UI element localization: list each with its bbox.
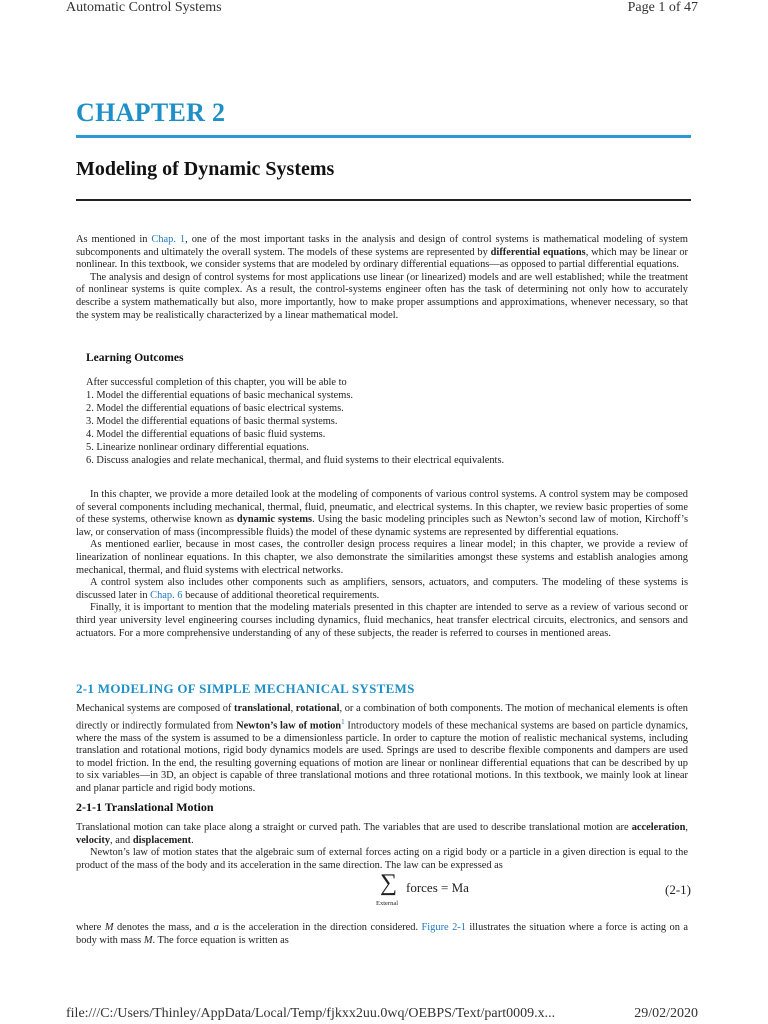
intro-section <box>76 234 688 322</box>
overview-paragraph-3 <box>76 577 688 602</box>
text-run: , <box>685 822 688 833</box>
page-indicator: Page 1 of 47 <box>627 0 698 15</box>
text-run: , which may be linear or nonlinear. In this textbook, we consider systems that are modeled by ordinary differential equations—as opposed to partial differential equations. <box>76 246 688 271</box>
overview-paragraph-2: As mentioned earlier, because in most cases, the controller design process requires a linear model; in this chapter, we provide a review of linearization of nonlinear equations. In this chapter, we also demonstrate the similarities amongst these systems and establish analogies among mechanical, thermal, and fluid systems with electrical networks. <box>76 539 688 576</box>
text-run: In this chapter, we provide a more detailed look at the modeling of components of various control systems. A control system may be composed of several components including mechanical, thermal, fluid, pneumatic, and electrical systems. In this chapter, we review basic properties of some of these systems, otherwise known as <box>76 489 688 526</box>
italic-symbol: M <box>104 922 114 933</box>
figure-2-1-link[interactable]: Figure 2-1 <box>421 922 466 933</box>
equation-body: forces = Ma <box>406 880 469 895</box>
learning-outcomes-list <box>86 389 686 467</box>
overview-paragraph-1 <box>76 489 688 539</box>
print-date: 29/02/2020 <box>634 1006 698 1021</box>
section-body <box>76 703 688 796</box>
text-run: Translational motion can take place along a straight or curved path. The variables that are used to describe translational motion are <box>76 822 632 833</box>
section-heading: 2-1 MODELING OF SIMPLE MECHANICAL SYSTEMS <box>76 681 415 696</box>
learning-outcomes <box>86 376 686 467</box>
running-header-title: Automatic Control Systems <box>66 0 222 15</box>
text-run: . Using the basic modeling principles such as Newton’s second law of motion, Kirchoff’s law, or conservation of mass (incompressible fluids) the model of these dynamic systems are represented by differential equations. <box>76 514 688 538</box>
text-run: . The force equation is written as <box>152 934 289 946</box>
title-rule <box>76 199 691 201</box>
chapter-rule <box>76 135 691 138</box>
bold-term: acceleration <box>631 822 686 833</box>
intro-paragraph-2: The analysis and design of control systems for most applications use linear (or linearized) models and are well established; while the treatment of nonlinear systems is quite complex. As a result, the control-systems engineer often has the task of determining not only how to accurately describe a system mathematically but also, more importantly, how to make proper assumptions and approximations, whenever necessary, so that the system may be realistically characterized by a linear mathematical model. <box>76 271 688 321</box>
file-path: file:///C:/Users/Thinley/AppData/Local/Temp/fjkxx2uu.0wq/OEBPS/Text/part0009.x... <box>66 1006 556 1021</box>
italic-symbol: a <box>213 922 219 933</box>
summation-symbol: ∑ <box>380 870 398 896</box>
text-run: , <box>290 703 296 714</box>
summation-subscript: External <box>376 900 399 907</box>
equation-number: (2-1) <box>665 882 691 897</box>
text-run: , and <box>110 834 133 846</box>
list-item: 5. Linearize nonlinear ordinary differential equations. <box>86 442 309 453</box>
chap-6-link[interactable]: Chap. 6 <box>150 589 183 601</box>
subsection-heading: 2-1-1 Translational Motion <box>76 800 214 814</box>
bold-term: differential equations <box>490 246 586 258</box>
text-run: illustrates the situation where a force is acting on a body with mass <box>76 922 689 946</box>
bold-term: velocity <box>76 834 111 846</box>
text-run: , one of the most important tasks in the analysis and design of control systems is mathematical modeling of system subcomponents and ultimately the overall system. The models of these systems are represented by <box>76 234 688 258</box>
text-run: As mentioned in <box>76 234 152 245</box>
bold-term: Newton’s law of motion <box>236 720 342 732</box>
bold-term: displacement <box>132 834 192 846</box>
text-run: denotes the mass, and <box>113 922 214 933</box>
text-run: where <box>76 922 105 933</box>
list-item: 4. Model the differential equations of basic fluid systems. <box>86 429 326 440</box>
footnote-1-link[interactable]: 1 <box>341 717 345 726</box>
list-item: 2. Model the differential equations of basic electrical systems. <box>86 403 344 414</box>
chapter-number: CHAPTER 2 <box>76 98 226 127</box>
subsection-paragraph-3 <box>76 922 688 947</box>
text-run: Mechanical systems are composed of <box>76 703 234 714</box>
list-item: 6. Discuss analogies and relate mechanical, thermal, and fluid systems to their electrical equivalents. <box>86 455 505 466</box>
text-run: . <box>191 834 194 846</box>
chapter-overview <box>76 489 688 640</box>
learning-outcomes-heading: Learning Outcomes <box>86 352 184 364</box>
bold-term: dynamic systems <box>236 514 313 526</box>
section-paragraph-1 <box>76 703 688 796</box>
text-run: Introductory models of these mechanical systems are based on particle dynamics, where the mass of the system is assumed to be a dimensionless particle. In order to capture the motion of realistic mechanical systems, including translation and rotational motions, rigid body dynamics models are used. Springs are used to describe flexible components and dampers are used to model friction. In the end, the resulting governing equations of motion are linear or nonlinear differential equations that can be described by up to six variables—in 3D, an object is capable of three translational motions and three rotational motions. In this textbook, we mainly look at linear and planar particle and rigid body motions. <box>76 720 688 795</box>
overview-paragraph-4: Finally, it is important to mention that the modeling materials presented in this chapter are intended to serve as a review of various second or third year university level engineering courses including dynamics, fluid mechanics, heat transfer electrical circuits, electronics, and sensors and actuators. For a more comprehensive understanding of any of these subjects, the reader is referred to courses in mentioned areas. <box>76 602 688 639</box>
subsection-body <box>76 822 688 872</box>
learning-outcomes-lead: After successful completion of this chapter, you will be able to <box>86 377 347 388</box>
text-run: because of additional theoretical requirements. <box>182 589 380 601</box>
bold-term: rotational <box>295 703 340 714</box>
subsection-body-continued <box>76 922 688 947</box>
chapter-title: Modeling of Dynamic Systems <box>76 158 335 180</box>
text-run: is the acceleration in the direction considered. <box>218 922 422 933</box>
italic-symbol: M <box>143 934 153 946</box>
list-item: 1. Model the differential equations of basic mechanical systems. <box>86 390 354 401</box>
subsection-paragraph-1 <box>76 822 688 847</box>
chap-1-link[interactable]: Chap. 1 <box>151 234 186 245</box>
subsection-paragraph-2: Newton’s law of motion states that the algebraic sum of external forces acting on a rigid body or a particle in a given direction is equal to the product of the mass of the body and its acceleration in the same direction. The law can be expressed as <box>76 847 688 871</box>
list-item: 3. Model the differential equations of basic thermal systems. <box>86 416 338 427</box>
bold-term: translational <box>233 703 291 714</box>
text-run: , or a combination of both components. The motion of mechanical elements is often directly or indirectly formulated from <box>76 703 688 732</box>
text-run: A control system also includes other components such as amplifiers, sensors, actuators, and computers. The modeling of these systems is discussed later in <box>76 577 688 601</box>
intro-paragraph-1 <box>76 234 688 272</box>
